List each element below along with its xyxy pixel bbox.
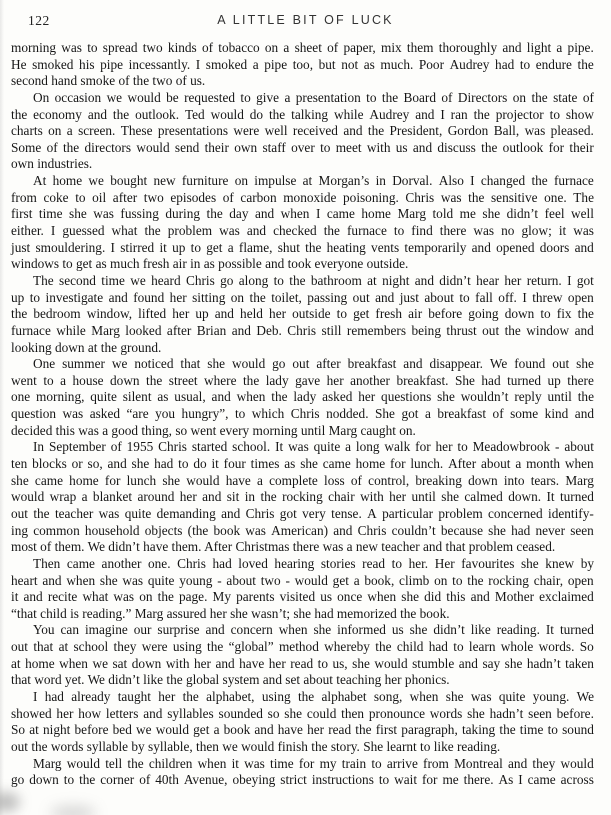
text-line: out the words syllable by syllable, then we would finish the story. She learnt to like reading. [11,738,501,754]
text-line: go down to the corner of 40th Avenue, obeying strict instructions to wait for me there. As I came across [11,772,594,788]
text-line: just smouldering. I stirred it up to get a flame, shut the heating vents temporarily and opened doors and [11,239,594,255]
text-line: The second time we heard Chris go along to the bathroom at night and didn’t hear her return. I got [33,272,594,288]
text-line: At home we bought new furniture on impulse at Morgan’s in Dorval. Also I changed the furnace [33,173,594,189]
text-line: He smoked his pipe incessantly. I smoked a pipe too, but not as much. Poor Audrey had to endure the [11,56,594,72]
text-line: first time she was fussing during the day and when I came home Marg told me she didn’t feel well [11,206,594,222]
scan-smudge [50,806,96,815]
text-line: You can imagine our surprise and concern when she informed us she didn’t like reading. It turned [33,622,594,638]
text-line: heart and when she was quite young - about two - would get a book, climb on to the rocking chair, open [11,572,594,588]
text-line: the economy and the outlook. Ted would do the talking while Audrey and I ran the projector to show [11,106,594,122]
text-line: out that at school they were using the “global” method whereby the child had to learn whole words. So [11,639,594,655]
text-line: morning was to spread two kinds of tobacco on a sheet of paper, mix them thoroughly and light a pipe. [11,40,594,55]
page-text [11,40,594,789]
text-line: furnace while Marg looked after Brian and Deb. Chris still remembers being thrust out the window and [11,322,594,338]
text-line: On occasion we would be requested to give a presentation to the Board of Directors on the state of [33,89,594,105]
text-line: up to investigate and found her sitting on the toilet, passing out and just about to fall off. I threw open [11,289,594,305]
text-line: Some of the directors would send their own staff over to meet with us and discuss the outlook for their [11,139,594,155]
text-line: she came home for lunch she would have a complete loss of control, breaking down into tears. Marg [11,472,594,488]
text-line: ing common household objects (the book was American) and Chris couldn’t because she had never seen [11,522,594,538]
text-line: that word yet. We didn’t like the global system and set about teaching her phonics. [11,672,450,688]
text-line: question was asked “are you hungry”, to which Chris nodded. She got a breakfast of some kind and [11,406,594,422]
text-line: In September of 1955 Chris started school. It was quite a long walk for her to Meadowbrook - about [33,439,594,455]
text-line: charts on a screen. These presentations were well received and the President, Gordon Ball, was pleased. [11,123,594,139]
text-line: own industries. [11,156,93,172]
text-line: ten blocks or so, and she had to do it four times as she came home for lunch. After about a month when [11,456,594,472]
page-header [0,11,611,31]
text-line: either. I guessed what the problem was and checked the furnace to find there was no glow; it was [11,223,594,239]
text-line: showed her how letters and syllables sounded so she could then pronounce words she hadn’t seen before. [11,705,594,721]
text-line: “that child is reading.” Marg assured her she wasn’t; she had memorized the book. [11,605,450,621]
page-number: 122 [28,13,50,28]
running-title: A LITTLE BIT OF LUCK [217,13,394,27]
text-line: Marg would tell the children when it was time for my train to arrive from Montreal and they would [33,755,594,771]
scan-edge-shading [0,0,4,815]
text-line: went to a house down the street where the lady gave her another breakfast. She had turned up there [11,372,594,388]
text-line: out the teacher was quite demanding and Chris got very tense. A particular problem concerned identify- [11,505,594,521]
text-line: So at night before bed we would get a book and have her read the first paragraph, taking the time to sound [11,722,594,738]
scan-smudge [0,792,20,812]
text-line: the bedroom window, lifted her up and held her outside to get fresh air before going down to fix the [11,306,594,322]
text-line: from coke to oil after two episodes of carbon monoxide poisoning. Chris was the sensitive one. The [11,189,594,205]
text-line: most of them. We didn’t have them. After Christmas there was a new teacher and that problem ceased. [11,539,556,555]
text-line: one morning, quite silent as usual, and when the lady asked her questions she wouldn’t reply until the [11,389,594,405]
text-line: it and recite what was on the page. My parents visited us once when she did this and Mother exclaimed [11,589,594,605]
text-line: decided this was a good thing, so went every morning until Marg caught on. [11,422,416,438]
text-line: I had already taught her the alphabet, using the alphabet song, when she was quite young. We [33,688,594,704]
text-line: would wrap a blanket around her and sit in the rocking chair with her until she calmed down. It turned [11,489,594,505]
text-line: Then came another one. Chris had loved hearing stories read to her. Her favourites she knew by [33,555,594,571]
text-line: looking down at the ground. [11,339,162,355]
text-line: windows to get as much fresh air in as possible and took everyone outside. [11,256,409,272]
text-line: second hand smoke of the two of us. [11,73,206,89]
text-line: at home when we sat down with her and have her read to us, she would stumble and say she hadn’t taken [11,655,594,671]
text-line: One summer we noticed that she would go out after breakfast and disappear. We found out she [33,356,594,372]
